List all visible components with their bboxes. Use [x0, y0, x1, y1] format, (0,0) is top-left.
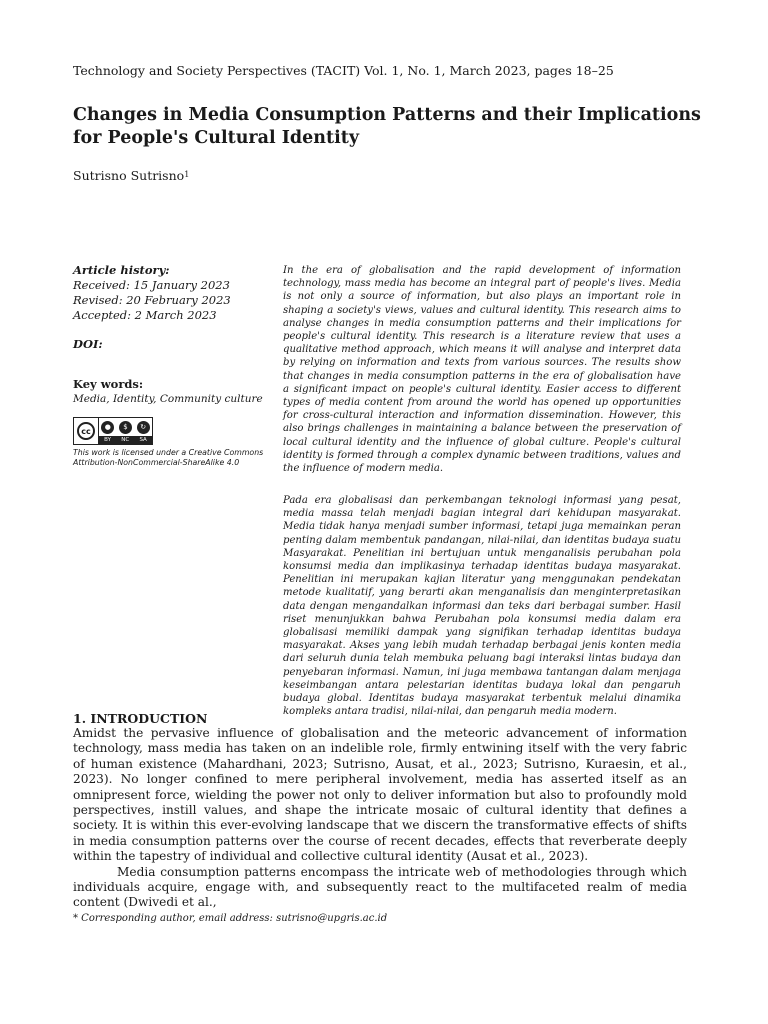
introduction-body — [73, 726, 687, 911]
cc-logo — [74, 418, 99, 444]
abstract-english: In the era of globalisation and the rapid development of information technology, mass media has become an integral part of people's lives. Media is not only a source of information, but also plays an important role in shaping a society's views, values and cultural identity. This research aims to analyse changes in media consumption patterns and their implications for people's cultural identity. This research is a literature review that uses a qualitative method approach, which means it will analyse and interpret data by relying on information and texts from various sources. The results show that changes in media consumption patterns in the era of globalisation have a significant impact on people's cultural identity. Easier access to different types of media content from around the world has opened up opportunities for cross-cultural interaction and information dissemination. However, this also brings challenges in maintaining a balance between the preservation of local cultural identity and the influence of global culture. People's cultural identity is formed through a complex dynamic between traditions, values and the influence of modern media. — [283, 265, 681, 475]
sharealike-icon: ↻ — [137, 421, 150, 434]
body-paragraph: Amidst the pervasive influence of globalisation and the meteoric advancement of information technology, mass media has taken on an indelible role, firmly entwining itself with the very fabric of human existence (Mahardhani, 2023; Sutrisno, Ausat, et al., 2023; Sutrisno, Kuraesin, et al., 2023). No longer confined to mere peripheral involvement, media has asserted itself as an omnipresent force, wielding the power not only to deliver information but also to profoundly mold perspectives, instill values, and shape the intricate mosaic of cultural identity that defines a society. It is within this ever-evolving landscape that we discern the transformative effects of shifts in media consumption patterns over the course of recent decades, effects that reverberate deeply within the tapestry of individual and collective cultural identity (Ausat et al., 2023). — [73, 726, 687, 864]
keywords-list: Media, Identity, Community culture — [73, 393, 263, 405]
author-name: Sutrisno Sutrisno — [73, 168, 185, 183]
attribution-icon: ● — [101, 421, 114, 434]
accepted-date: Accepted: 2 March 2023 — [73, 308, 217, 322]
body-paragraph: Media consumption patterns encompass the intricate web of methodologies through which individuals acquire, engage with, and subsequently react to the multifaceted realm of media content (Dwivedi et al., — [73, 864, 687, 910]
noncommercial-icon: $ — [119, 421, 132, 434]
article-history-label: Article history: — [73, 263, 170, 277]
received-date: Received: 15 January 2023 — [73, 278, 230, 292]
section-heading-introduction: 1. INTRODUCTION — [73, 711, 208, 726]
cc-by-label: BY — [104, 437, 111, 443]
creative-commons-badge[interactable] — [73, 417, 153, 445]
license-text — [73, 448, 268, 468]
keywords-label: Key words: — [73, 377, 144, 391]
abstract-indonesian: Pada era globalisasi dan perkembangan teknologi informasi yang pesat, media massa telah menjadi bagian integral dari kehidupan masyarakat. Media tidak hanya menjadi sumber informasi, tetapi juga memainkan peran penting dalam membentuk pandangan, nilai-nilai, dan identitas budaya suatu Masyarakat. Penelitian ini bertujuan untuk menganalisis perubahan pola konsumsi media dan implikasinya terhadap identitas budaya masyarakat. Penelitian ini merupakan kajian literatur yang menggunakan pendekatan metode kualitatif, yang berarti akan menganalisis dan menginterpretasikan data dengan mengandalkan informasi dan teks dari berbagai sumber. Hasil riset menunjukkan bahwa Perubahan pola konsumsi media dalam era globalisasi memiliki dampak yang signifikan terhadap identitas budaya masyarakat. Akses yang lebih mudah terhadap berbagai jenis konten media dari seluruh dunia telah membuka peluang bagi interaksi lintas budaya dan penyebaran informasi. Namun, ini juga membawa tantangan dalam menjaga keseimbangan antara pelestarian identitas budaya lokal dan pengaruh budaya global. Identitas budaya masyarakat terbentuk melalui dinamika kompleks antara tradisi, nilai-nilai, dan pengaruh media modern. — [283, 495, 681, 718]
license-line-2: Attribution-NonCommercial-ShareAlike 4.0 — [73, 458, 240, 467]
cc-nc-label: NC — [121, 437, 130, 443]
corresponding-author-footnote: * Corresponding author, email address: sutrisno@upgris.ac.id — [73, 913, 388, 924]
author-affiliation-mark: 1 — [184, 170, 190, 179]
revised-date: Revised: 20 February 2023 — [73, 293, 231, 307]
article-info-sidebar — [73, 263, 268, 468]
journal-citation: Technology and Society Perspectives (TACIT) Vol. 1, No. 1, March 2023, pages 18–25 — [73, 63, 614, 78]
license-line-1: This work is licensed under a Creative Commons — [73, 448, 264, 457]
doi-label: DOI: — [73, 337, 103, 351]
cc-icon: cc — [77, 422, 95, 440]
cc-sa-label: SA — [139, 437, 147, 443]
paper-title: Changes in Media Consumption Patterns and their Implications for People's Cultural Identity — [73, 105, 701, 148]
author-line — [73, 168, 189, 184]
